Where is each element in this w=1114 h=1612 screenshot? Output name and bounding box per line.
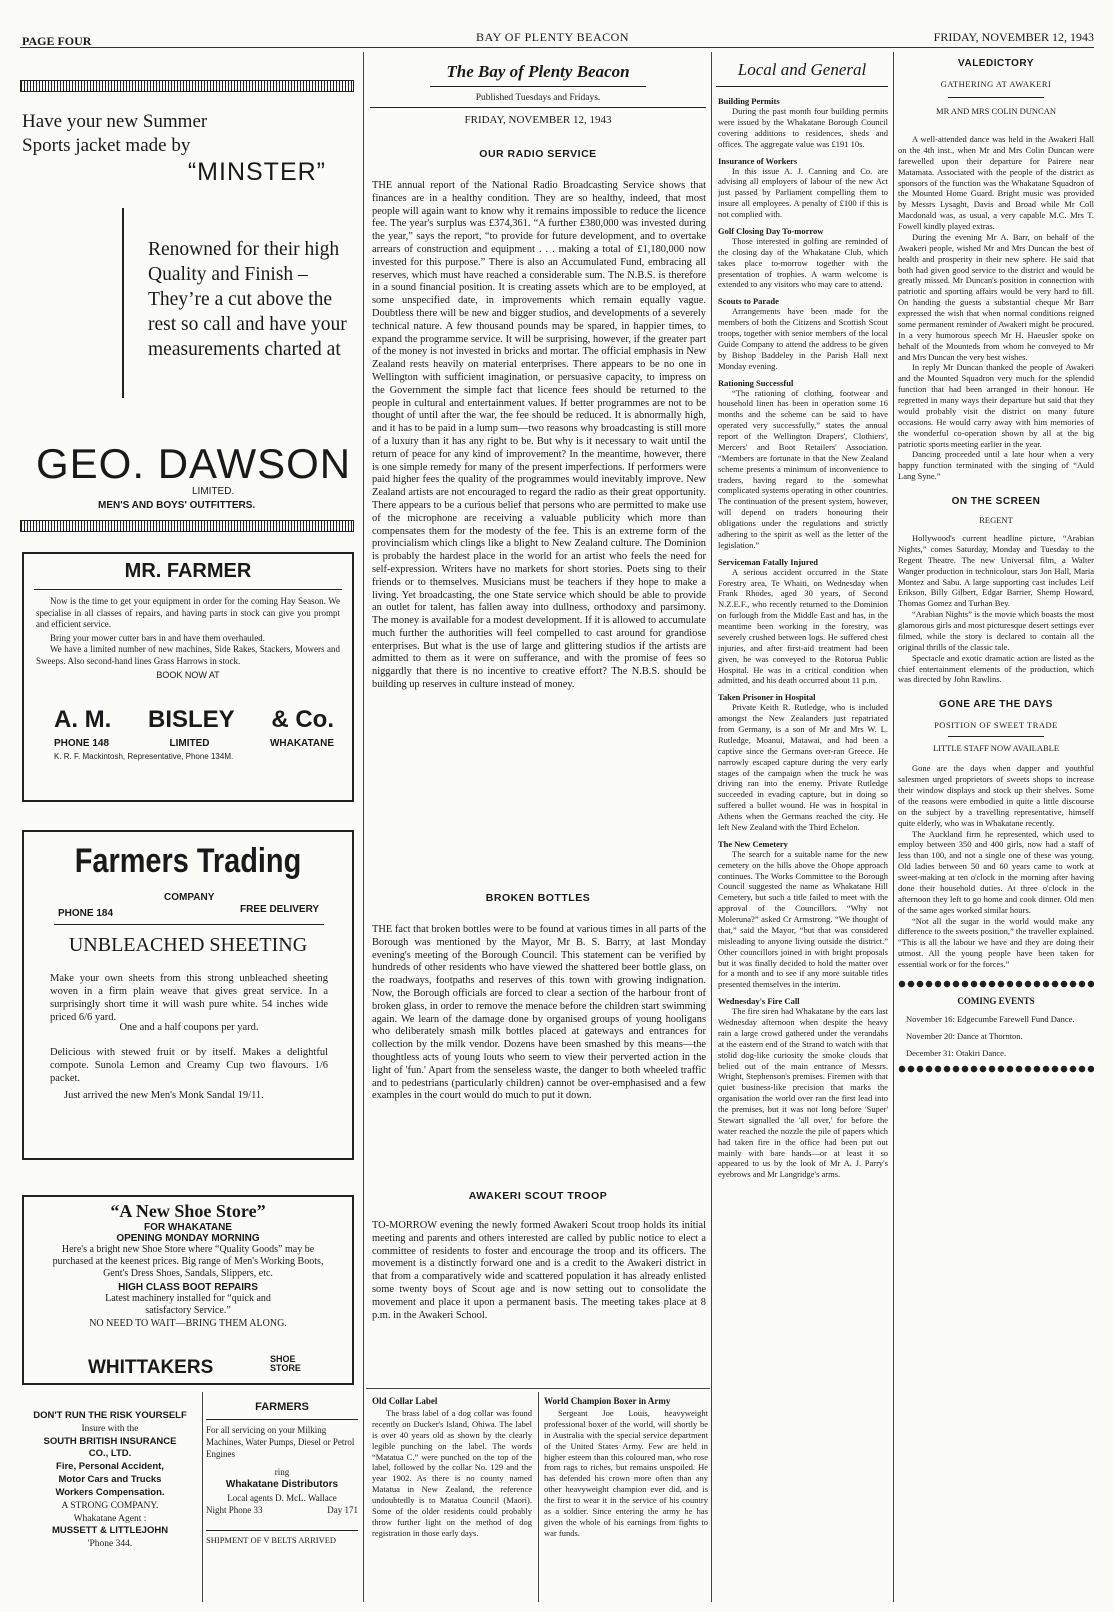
story-body: During the evening Mr A. Barr, on behalf of the Awakeri people, wished Mr and Mrs Duncan the best of health and prosperity in their new sphere. He said that both had given good service to the district and would be greatly missed. Mr Duncan's position in connection with patriotic and sporting affairs would be very hard to fill. On handing the guests a substantial cheque Mr Barr expressed the wish that when normal conditions reigned some permanent reminder of Awakeri might be procured. In a very humorous speech Mr H. Haeusler spoke on behalf of the Mounteds from whom he conveyed to Mr and Mrs Duncan the very best wishes. xyxy=(898,231,1094,362)
store-name: WHITTAKERS xyxy=(88,1357,214,1378)
ad-text: Fire, Personal Accident, xyxy=(56,1461,164,1473)
firm-part: BISLEY xyxy=(147,706,235,733)
page-number: PAGE FOUR xyxy=(22,34,92,48)
minster-ad xyxy=(22,110,356,510)
news-item xyxy=(718,839,888,990)
story-headline: Old Collar Label xyxy=(372,1396,438,1406)
ad-line: Sports jacket made by xyxy=(22,134,191,156)
local-news-list xyxy=(718,96,888,1596)
editorial-header xyxy=(370,62,706,126)
story-body: “Not all the sugar in the world would make any difference to the sweets position,” the traveller explained. “This is all the labour we have and they are doing their utmost. All the young people have been taken for essential work or for the forces.” xyxy=(898,915,1094,969)
article-body: THE fact that broken bottles were to be found at various times in all parts of the Borough was mentioned by the Mayor, Mr B. S. Barry, at last Monday evening's meeting of the Borough Council. This statement can be verified by hundreds of other residents who have viewed the shattered beer bottle glass, on the roadways, footpaths and reserves of this town with growing indignation. Now, the Borough officials are forced to clear a section of the harbour front of broken glass, in order to remove the menace before the children start swimming again. We learn of the damage done by organised groups of young hooligans who deliberately smash milk bottles placed at gateways and entrances for collection by the milk vendor. Dozens have been smashed by this means—the thoughtless acts of young louts who seem to view their perverted action in the light of 'fun.' Apart from the senseless waste, the danger to both wheeled traffic and to pedestrians (particularly children) cannot be over-emphasised and a few examples in the court would do much to put it down. xyxy=(372,924,706,1102)
article-body: TO-MORROW evening the newly formed Awakeri Scout troop holds its initial meeting and parents and others interested are called by public notice to elect a committee of residents to foster and encourage the troop and its officers. The movement is a distinctly forward one and is a credit to the Awakeri district in that from a comparatively wide and scattered population it has already enlisted some twenty boys of Scout age and is now setting out to consolidate the movement and place it upon a permanent basis. The meeting takes place at 8 p.m. in the Awakeri School. xyxy=(372,1220,706,1321)
event-item: November 20: Dance at Thornton. xyxy=(906,1030,1023,1041)
editorial-date: FRIDAY, NOVEMBER 12, 1943 xyxy=(464,114,612,126)
article-headline: BROKEN BOTTLES xyxy=(485,892,591,904)
sub-headline: GATHERING AT AWAKERI xyxy=(940,79,1052,89)
column-rule xyxy=(538,1392,539,1602)
ad-text: FOR WHAKATANE xyxy=(144,1222,232,1233)
ad-text: Day 171 xyxy=(327,1505,358,1516)
shop-name: GEO. DAWSON xyxy=(36,440,352,487)
ad-text: CO., LTD. xyxy=(88,1448,132,1460)
ad-text: Delicious with stewed fruit or by itself. Makes a delightful compote. Sunola Lemon and Creamy Cup two flavours. 1/6 packet. xyxy=(50,1047,328,1085)
ad-title: “A New Shoe Store” xyxy=(110,1201,266,1221)
story-body: The brass label of a dog collar was found recently on Ducker's Island, Ohiwa. The label is over 40 years old as shown by the clearly legible punching on the label. The words “Matatua C.” were punched on the top of the label, followed by the collar No. 129 and the year 1902. As there is no county named Matatua in New Zealand, the reference undoubtedly is to Matatua Council (Maori). Some of the older residents could probably throw further light on the method of dog registration in those early days. xyxy=(372,1408,532,1538)
ad-text: We have a limited number of new machines, Side Rakes, Stackers, Mowers and Sweeps. Also second-hand lines Grass Harrows in stock. xyxy=(36,644,340,666)
article-headline: AWAKERI SCOUT TROOP xyxy=(468,1190,608,1202)
ad-text: BOOK NOW AT xyxy=(156,670,220,681)
news-body: The search for a suitable name for the new cemetery on the hills above the Ohope approach continues. The Works Committee to the Borough Council suggested the name as Whakatane Hill Cemetery, but such a title failed to meet with the approval of the Councillors. “Why not Moleruna?” asked Cr Armstrong. “We thought of that,” said the Mayor, “but that was considered misleading to anyone living outside the district.” Other councillors joined in with bright proposals but it was finally decided to hold the matter over for a month and to see if any more suitable titles presented themselves in the interim. xyxy=(718,848,888,990)
news-headline: Building Permits xyxy=(718,96,780,106)
event-item: November 16: Edgecumbe Farewell Fund Dance. xyxy=(906,1013,1075,1024)
event-item: December 31: Otakiri Dance. xyxy=(906,1047,1007,1058)
ad-text: Whakatane Distributors xyxy=(225,1479,339,1491)
sub-headline: POSITION OF SWEET TRADE xyxy=(934,720,1058,731)
section-title: Local and General xyxy=(716,60,888,87)
ad-text: Latest machinery installed for “quick and satisfactory Service.” xyxy=(105,1293,271,1316)
tagline: MEN'S AND BOYS' OUTFITTERS. xyxy=(98,500,256,511)
firm-part: A. M. xyxy=(54,706,112,733)
decorative-border xyxy=(898,980,1094,988)
store-label xyxy=(270,1355,301,1373)
ad-text: One and a half coupons per yard. xyxy=(119,1022,259,1033)
story-body: Spectacle and exotic dramatic action are listed as the chief entertainment elements of the production, which was directed by John Rawlins. xyxy=(898,652,1094,685)
sub-headline: MR AND MRS COLIN DUNCAN xyxy=(936,106,1056,116)
decorative-border xyxy=(20,80,354,92)
ad-body: Renowned for their high Quality and Finish – They’re a cut above the rest so call and have your measurements charted at xyxy=(148,239,347,360)
news-item xyxy=(718,692,888,833)
ad-text: HIGH CLASS BOOT REPAIRS xyxy=(118,1282,258,1293)
decorative-border xyxy=(898,1065,1094,1073)
ad-text: Whakatane Agent : xyxy=(73,1513,147,1524)
story-headline: World Champion Boxer in Army xyxy=(544,1396,671,1406)
news-headline: The New Cemetery xyxy=(718,838,788,849)
ad-text: Motor Cars and Trucks xyxy=(58,1474,162,1486)
section-rule xyxy=(366,1388,710,1389)
story-body: The Auckland firm he represented, which used to employ between 350 and 400 girls, now had a staff of less than 100, and not a single one of these was young. Old ladies between 50 and 60 years came to work at sweet-making at ten o'clock in the morning after having done their household duties. At three o'clock in the afternoon they left to go home and cook dinner. Old men of the same ages worked similar hours. xyxy=(898,828,1094,915)
ad-text: SHIPMENT OF V BELTS ARRIVED xyxy=(206,1535,337,1546)
ad-text: A STRONG COMPANY. xyxy=(61,1500,159,1511)
news-headline: Serviceman Fatally Injured xyxy=(718,556,818,567)
news-body: Private Keith R. Rutledge, who is included amongst the New Zealanders just repatriated from Germany, is a son of Mr and Mrs W. L. Rutledge, Moanui, Matawai, and had been a captive since the Germans over-ran Greece. He narrowly escaped capture during the very early stages of the campaign when the truck he was driving ran into the enemy. Private Rutledge succeeded in evading capture, but in doing so suffered a bullet wound. He was in hospital in Athens when the Germans reached the city. He left New Zealand with the Third Echelon. xyxy=(718,702,888,832)
ad-text: Bring your mower cutter bars in and have them overhauled. xyxy=(50,632,265,643)
news-headline: Scouts to Parade xyxy=(718,296,779,307)
paper-title: The Bay of Plenty Beacon xyxy=(446,62,630,81)
news-headline: Wednesday's Fire Call xyxy=(718,996,800,1007)
ad-title: FARMERS xyxy=(255,1401,309,1413)
column-rule xyxy=(202,1392,203,1602)
story-body: In reply Mr Duncan thanked the people of Awakeri and the Mounted Squadron very much for the splendid function that had been arranged in their honour. He regretted in many ways their departure but said that they would probably visit the district on many future occasions. He would carry away with him memories of the wonderful co-operation shown by all at the big patriotic sports meeting earlier in the year. xyxy=(898,362,1094,449)
ad-text: Insure with the xyxy=(81,1423,139,1434)
limited-text: LIMITED. xyxy=(192,486,235,497)
town-text: WHAKATANE xyxy=(269,738,334,749)
farmers-small-ad xyxy=(206,1400,358,1547)
company-text: COMPANY xyxy=(164,892,215,903)
ad-text: 'Phone 344. xyxy=(87,1539,133,1550)
story-body: Dancing proceeded until a late hour when a very happy function terminated with the singing of “Auld Lang Syne.” xyxy=(898,449,1094,482)
ad-text: Just arrived the new Men's Monk Sandal 19/11. xyxy=(64,1090,264,1101)
article-body: THE annual report of the National Radio Broadcasting Service shows that finances are in a healthy condition. They are so healthy, indeed, that most people will again want to know why it remains impossible to reduce the licence fee. The year's surplus was £374,361. “A further £380,000 was invested during the year,” says the report, “to provide for future development, and to overtake arrears of construction and equipment . . . making a total of £1,180,000 now invested for this purpose.” There is also an Accumulated Fund, embracing all reserves, which must have reached a considerable sum. The N.B.S. is therefore in a sound financial position. It is creating assets which are to be employed, at some unspecified date, in improvements which remain equally vague. Doubtless there will be new and bigger studios, and developments of a severely technical nature. A few thousand pounds may be spared, in happier times, to expand the programme service. It will be surprising, however, if the greater part of the money is not invested in bricks and mortar. The official emphasis in New Zealand rests heavily on material enterprises. There appears to be no one in Wellington with sufficient imagination, or persuasive capacity, to impress on the Government the simple fact that licence fees should be returned to the people in cultural and entertainment values. If better programmes are not to be thought of until after the war, the fee should be reduced. It is abnormally high, and it has to be paid in a lump sum—two reasons why broadcasting is still more of a luxury than it has any right to be. But why is it necessary to wait until the return of peace for any kind of improvement? In the meantime, however, there is one simple remedy for many of the present imperfections. If performers were paid higher fees the quality of the programmes would inevitably improve. New Zealand artists are not encouraged to regard the radio as their great opportunity. There appears to be a curious belief that persons who are permitted to make use of the microphone are receiving a valuable publicity which more than compensates them for the modesty of the fee. This is an extreme form of the provincialism which clings like a blight to New Zealand culture. The Dominion is probably the hardest place in the world for an artist who feels the need for self-expression. Writers have no markets for short stories. Poets sing to their friends or to themselves. Musicians must be teachers if they hope to make a living. Yet broadcasting, the one State service which should be able to provide an outlet for talent, has fallen away into dullness, orthodoxy and parsimony. The money is available for a modest development. If it is allowed to accumulate much further the authorities will feel compelled to cast around for grandiose enterprises. But what is the use of large and glittering studios if the artists are admitted to them as it were on sufferance, and with the promise of fees so niggardly that there is no incentive to creative effort? The N.B.S. should be building up reserves in culture instead of money. xyxy=(372,180,706,691)
ad-text: DON'T RUN THE RISK YOURSELF xyxy=(33,1410,187,1421)
ad-text: Here's a bright new Shoe Store where “Quality Goods” may be purchased at the keenest prices. Big range of Men's Working Boots, Gent's Dress Shoes, Sandals, Slippers, etc. xyxy=(52,1244,324,1279)
ad-text: Workers Compensation. xyxy=(55,1486,165,1498)
store-label-line: STORE xyxy=(270,1363,301,1373)
ad-line: Have your new Summer xyxy=(22,111,208,132)
collar-story xyxy=(372,1396,532,1539)
news-headline: Rationing Successful xyxy=(718,377,794,388)
ad-text: OPENING MONDAY MORNING xyxy=(116,1233,260,1244)
farmers-trading-ad xyxy=(22,830,354,1160)
ad-text: Night Phone 33 xyxy=(206,1505,263,1516)
section-headline: VALEDICTORY xyxy=(958,58,1034,69)
brand-name: “MINSTER” xyxy=(187,157,326,186)
ad-text: For all servicing on your Milking Machines, Water Pumps, Diesel or Petrol Engines xyxy=(206,1424,355,1460)
story-body: Sergeant Joe Louis, heavyweight professional boxer of the world, will shortly be in Australia with the special service department of the United States Army. Few are held in higher esteem than this coloured man, who rose from rags to riches, but remains unspoiled. He has defended his crown more often than any other heavyweight champion ever did, and is the first to wear it in the service of his country as a soldier. Since entering the army he has given the whole of his earnings from fights to war funds. xyxy=(544,1408,708,1538)
news-body: During the past month four building permits were issued by the Whakatane Borough Council covering additions to residences, sheds and offices. The aggregate value was £191 10s. xyxy=(718,106,888,149)
farmer-ad xyxy=(22,552,354,802)
boxer-story xyxy=(544,1396,708,1539)
rep-text: K. R. F. Mackintosh, Representative, Phone 134M. xyxy=(54,752,234,761)
ad-text: MUSSETT & LITTLEJOHN xyxy=(51,1525,169,1537)
ad-text: Make your own sheets from this strong unbleached sheeting woven in a firm plain weave that gives great service. In a surprisingly short time it will wash pure white. 54 inches wide priced 6/6 yard. xyxy=(50,973,328,1024)
news-body: “The rationing of clothing, footwear and household linen has been in operation some 16 months and the scheme can be said to have operated very successfully,” states the annual report of the Wellington Drapers', Clothiers', Mercers' and Boot Retailers' Association. “Members are fortunate in that the New Zealand scheme presents a minimum of inconvenience to traders, having regard to the somewhat complicated systems operating in other countries. The continuation of the present system, however, will depend on traders honouring their obligations under the regulations and strictly adhering to the spirit as well as the letter of the legislation.” xyxy=(718,387,888,550)
ad-text: NO NEED TO WAIT—BRING THEM ALONG. xyxy=(89,1318,287,1329)
store-label-line: SHOE xyxy=(270,1354,296,1364)
news-headline: Taken Prisoner in Hospital xyxy=(718,692,816,703)
ad-text: Now is the time to get your equipment in order for the coming Hay Season. We specialise in all classes of repairs, and having parts in stock can give you prompt and efficient service. xyxy=(36,596,340,630)
news-item xyxy=(718,378,888,551)
firm-details xyxy=(54,738,334,749)
item-title: UNBLEACHED SHEETING xyxy=(68,934,308,956)
story-body: A well-attended dance was held in the Awakeri Hall on the 4th inst., when Mr and Mrs Colin Duncan were farewelled upon their departure for Pairere near Matamata. Associated with the people of the district as sponsors of the function was the Whakatane Squadron of the Mounted Home Guard. Bright music was provided by Messrs Lysaght, Davis and Broad while Mr Coll Macdonald was, as usual, a very capable M.C. Mrs T. Fowell kindly played extras. xyxy=(898,134,1094,231)
news-body: A serious accident occurred in the State Forestry area, Te Whaiti, on Wednesday when Frank Rhodes, aged 30 years, of Second N.Z.E.F., who recently returned to the Dominion on furlough from the Middle East and has, in the meantime been working in the forestry, was severely crushed between logs. He suffered chest injuries, and after first-aid treatment had been given, he was conveyed to the Rotorua Public Hospital. He was in a critical condition when admitted, and his death occurred about 11 p.m. xyxy=(718,566,888,686)
news-item xyxy=(718,156,888,220)
ad-title: Farmers Trading xyxy=(74,842,302,880)
ad-title: MR. FARMER xyxy=(124,560,252,582)
story-body: Hollywood's current headline picture, “Arabian Nights,” comes Saturday, Monday and Tuesday to the Regent Theatre. The new Universal film, a Walter Wanger production in technicolour, stars Jon Hall, Maria Montez and Sabu. A large supporting cast includes Leif Erikson, Billy Gilbert, Edgar Barrier, Shemp Howard, Thomas Gomez and Turhan Bey. xyxy=(898,533,1094,609)
article-headline: OUR RADIO SERVICE xyxy=(479,148,597,160)
masthead xyxy=(20,28,1094,48)
column-rule xyxy=(363,52,364,1602)
news-item xyxy=(718,296,888,371)
news-item xyxy=(718,557,888,687)
insurance-ad xyxy=(20,1410,200,1551)
paper-name: BAY OF PLENTY BEACON xyxy=(476,30,630,44)
news-item xyxy=(718,96,888,150)
delivery-text: FREE DELIVERY xyxy=(240,904,320,915)
news-item xyxy=(718,226,888,290)
right-column xyxy=(898,58,1094,1598)
decorative-border xyxy=(20,520,354,532)
news-item xyxy=(718,996,888,1180)
column-rule xyxy=(711,52,712,1602)
news-body: Arrangements have been made for the members of both the Citizens and Scottish Scout troops, together with senior members of the local Guide Company to attend the address to be given by Bishop Baddeley in the Parish Hall next Monday evening. xyxy=(718,306,888,371)
sub-headline: LITTLE STAFF NOW AVAILABLE xyxy=(932,743,1060,754)
story-body: “Arabian Nights” is the movie which boasts the most glamorous girls and most picturesque desert settings ever filmed, while the story is declared to contain all the original thrills of the classic tale. xyxy=(898,609,1094,652)
ad-text: Local agents D. McL. Wallace xyxy=(227,1492,337,1503)
ad-text: SOUTH BRITISH INSURANCE xyxy=(43,1435,177,1447)
news-body: Those interested in golfing are reminded of the closing day of the Whakatane Club, which takes place to-morrow together with the presentation of trophies. A warm welcome is extended to any visitors who may care to attend. xyxy=(718,235,888,290)
sub-headline: REGENT xyxy=(979,515,1013,525)
news-headline: Insurance of Workers xyxy=(718,155,798,166)
news-headline: Golf Closing Day To-morrow xyxy=(718,225,824,236)
phone-row xyxy=(206,1504,358,1516)
section-headline: COMING EVENTS xyxy=(957,995,1035,1006)
firm-name xyxy=(54,706,334,734)
section-headline: GONE ARE THE DAYS xyxy=(939,699,1053,711)
shoe-store-ad xyxy=(22,1195,354,1385)
firm-part: & Co. xyxy=(271,706,334,733)
ad-text: ring xyxy=(274,1467,290,1478)
column-rule xyxy=(893,52,894,1602)
news-body: In this issue A. J. Canning and Co. are advising all employers of labour of the new Act just passed by Parliament compelling them to insure all employees. A penalty of £100 if this is not complied with. xyxy=(718,165,888,219)
section-headline: ON THE SCREEN xyxy=(951,496,1041,507)
issue-date: FRIDAY, NOVEMBER 12, 1943 xyxy=(933,30,1094,44)
phone-text: PHONE 184 xyxy=(58,908,114,919)
news-body: The fire siren had Whakatane by the ears last Wednesday afternoon when despite the heavy rain a large crowd gathered under the verandahs at the eastern end of the Strand to watch with that stolid dog-like curiosity the smoke clouds that belied out of the main entrance of Messrs. Wright, Stephenson's premises. Firemen with that quiet business-like precision that marks the organisation the world over ran the first lead into the premises, but it was not long before 'Super' Stewart signalled the 'all over,' for before the water reached the nozzle the pile of papers which had taken fire in the office had been put out mainly with bare hands—or at least it so appeared to us by the look of Mr A. J. Parry's eyebrows and Mr Langridge's arms. xyxy=(718,1006,888,1180)
published-text: Published Tuesdays and Fridays. xyxy=(475,93,601,103)
phone-text: PHONE 148 xyxy=(54,738,110,749)
divider xyxy=(122,208,124,398)
story-body: Gone are the days when dapper and youthful salesmen urged proprietors of sweets shops to increase their window displays and stock up their shelves. Some of the reasons were embodied in quite a little discourse on the subject by a travelling representative, himself quite elderly, who was in Whakatane recently. xyxy=(898,763,1094,828)
limited-text: LIMITED xyxy=(169,738,210,749)
